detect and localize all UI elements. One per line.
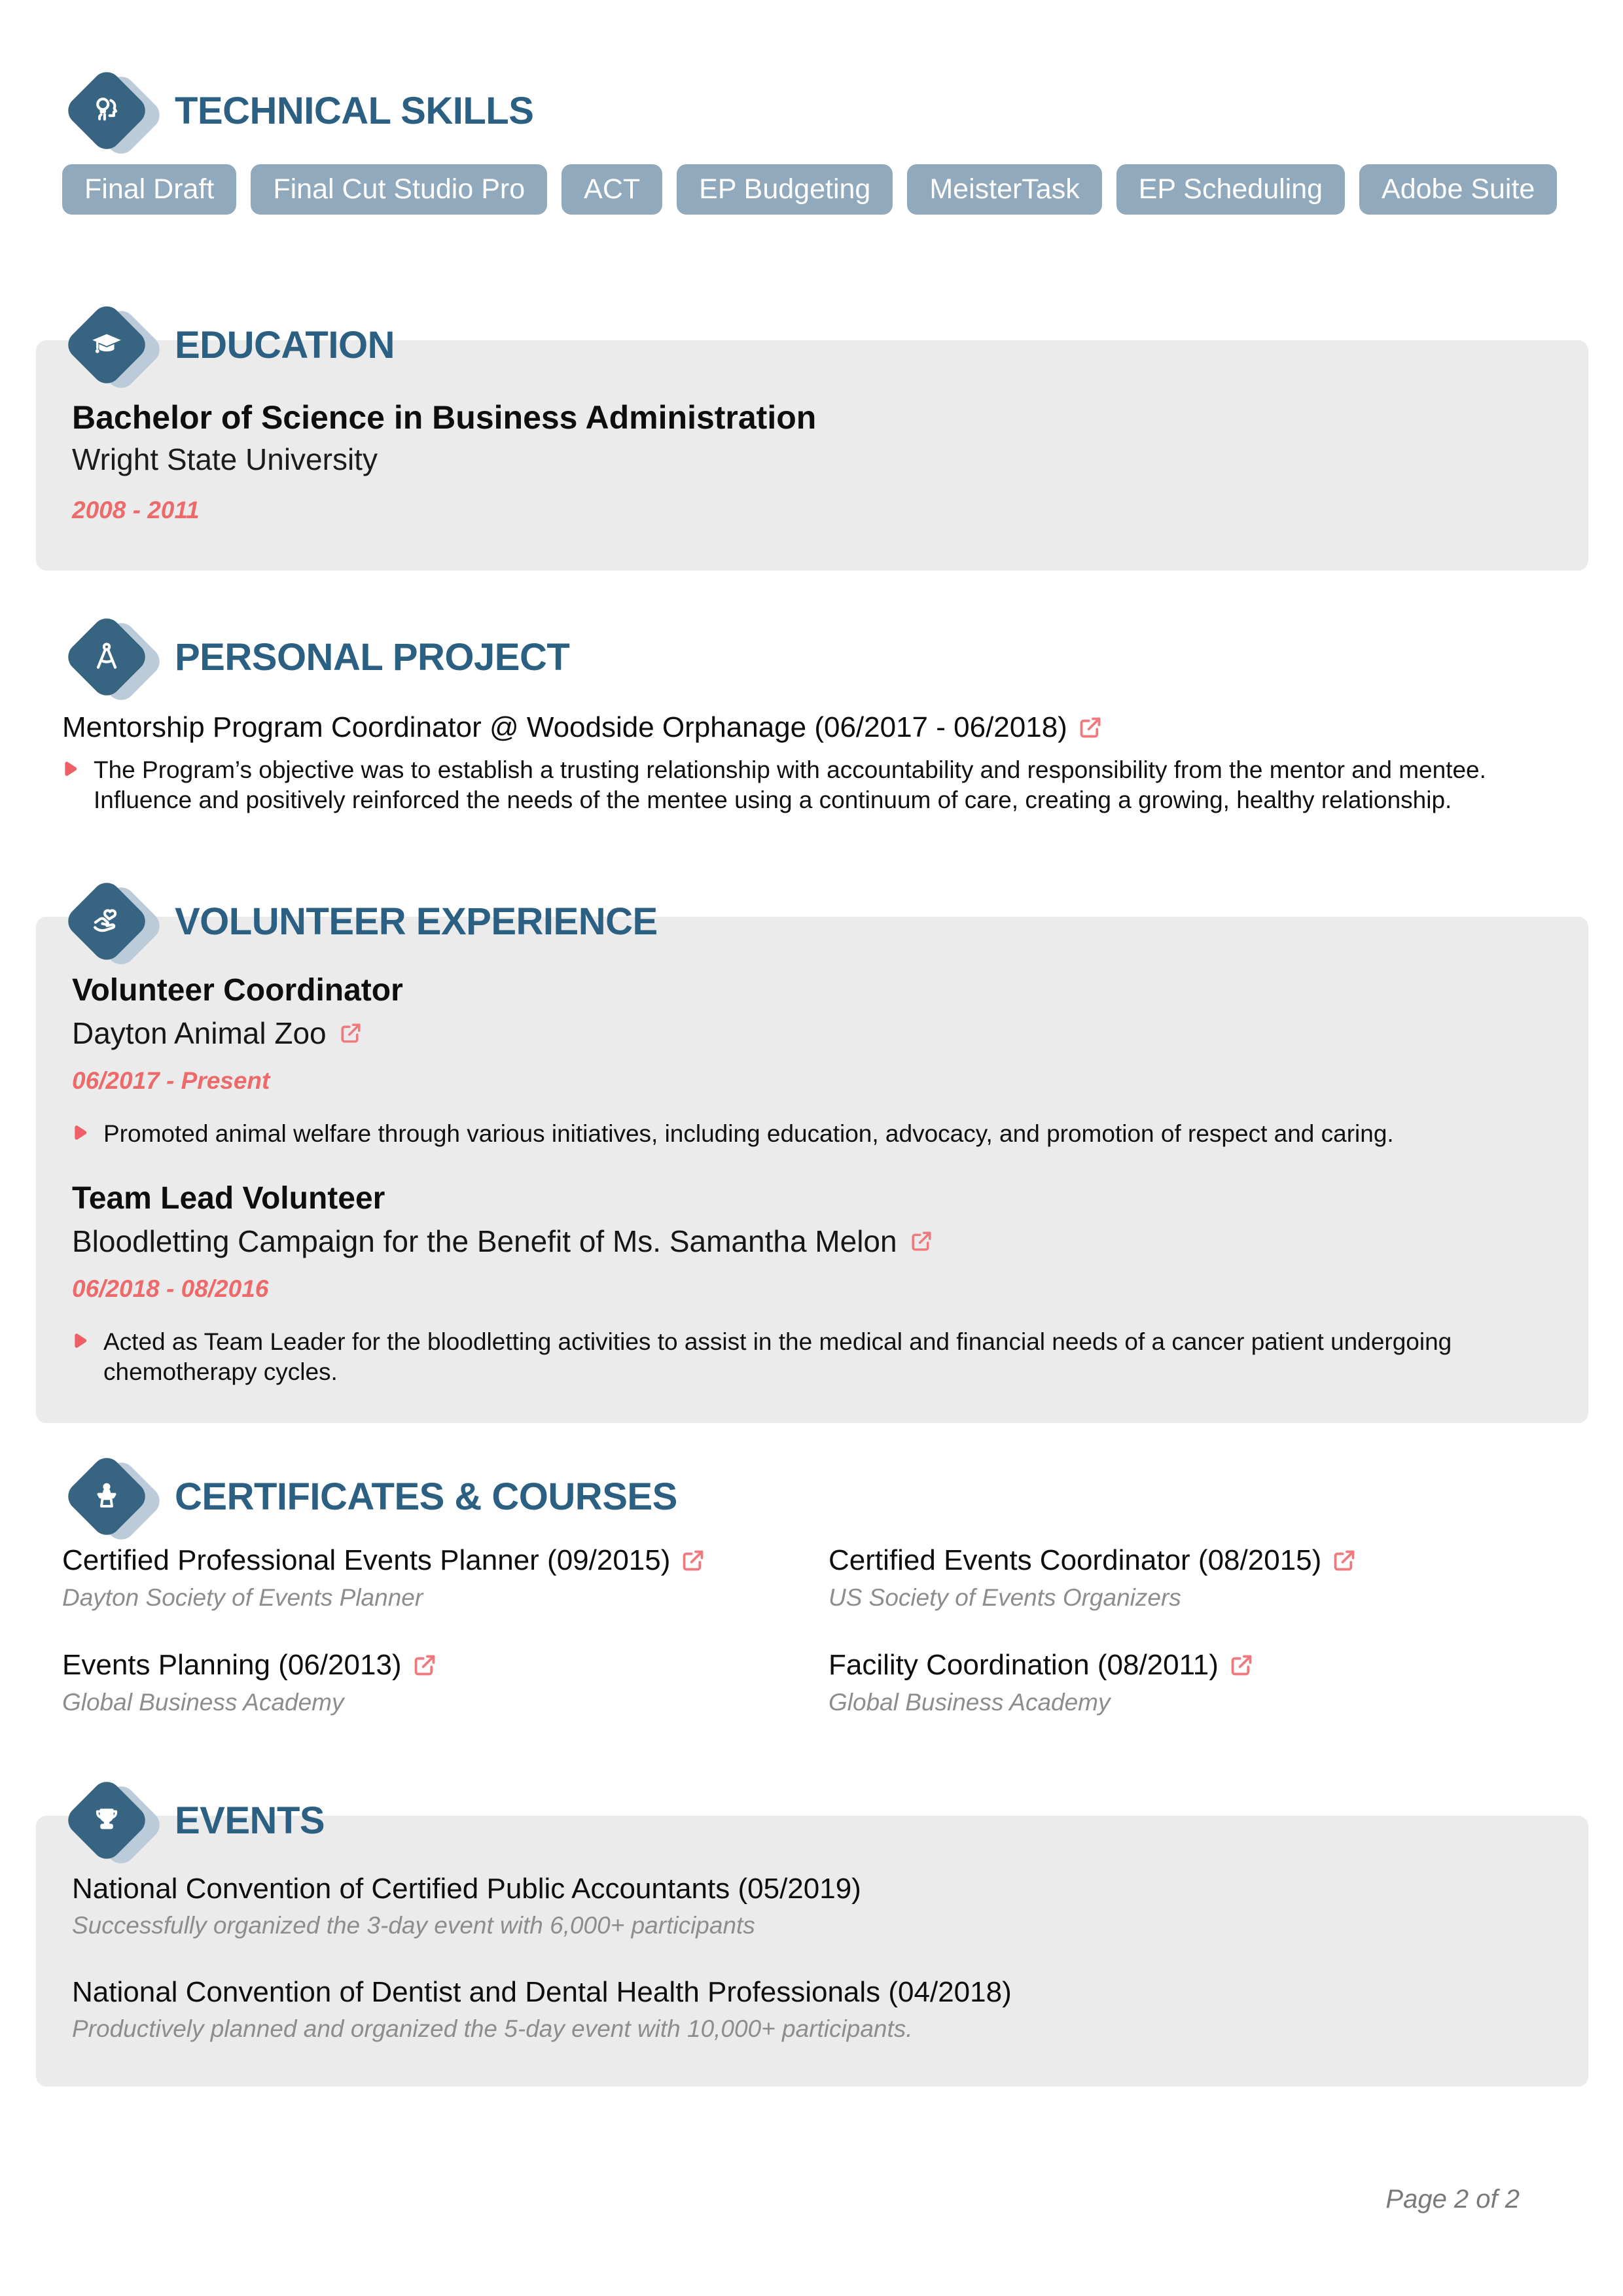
volunteer-bullet-text: Acted as Team Leader for the bloodletting activities to assist in the medical and financial needs of a cancer patient undergoing chemotherapy cycles. [103, 1328, 1452, 1386]
external-link-icon[interactable] [1078, 715, 1103, 740]
bullet-arrow-icon [72, 1123, 89, 1142]
personal-project-header [62, 613, 1562, 701]
project-bullet-text: The Program’s objective was to establish a trusting relationship with accountability and responsibility from the mentor and mentee. Influence and positively reinforced the needs of the mentee using a continuum of care, creating a growing, healthy relationship. [94, 756, 1486, 814]
volunteer-dates: 06/2018 - 08/2016 [72, 1275, 269, 1303]
volunteer-entry [72, 1180, 1526, 1387]
organization-name: Bloodletting Campaign for the Benefit of Ms. Samantha Melon [72, 1224, 897, 1259]
section-icon-badge [62, 301, 154, 389]
graduation-cap-icon [88, 326, 126, 364]
certificate-name: Certified Events Coordinator (08/2015) [829, 1544, 1322, 1577]
skill-tag: Final Cut Studio Pro [251, 164, 547, 215]
section-icon-badge [62, 877, 154, 966]
skill-tag: EP Scheduling [1116, 164, 1345, 215]
personal-project-entry [62, 709, 1562, 815]
section-title: EVENTS [175, 1799, 325, 1843]
project-heading: Mentorship Program Coordinator @ Woodside Orphanage (06/2017 - 06/2018) [62, 711, 1067, 744]
skill-tag: ACT [562, 164, 662, 215]
certificate-name-line [62, 1647, 796, 1684]
volunteer-header [62, 877, 1562, 966]
volunteer-panel [36, 917, 1588, 1423]
event-description: Productively planned and organized the 5-day event with 10,000+ participants. [72, 2015, 913, 2043]
section-education [62, 301, 1562, 571]
section-title: VOLUNTEER EXPERIENCE [175, 900, 658, 944]
section-personal-project [62, 613, 1562, 815]
trophy-icon [88, 1801, 126, 1839]
organization-line [72, 1222, 1526, 1260]
section-certificates [62, 1453, 1562, 1718]
certificate-item [62, 1647, 796, 1718]
page-footer [62, 2185, 1562, 2214]
certificate-item [62, 1542, 796, 1613]
events-header [62, 1776, 1562, 1865]
external-link-icon[interactable] [412, 1653, 437, 1678]
event-name: National Convention of Certified Public Accountants (05/2019) [72, 1873, 861, 1905]
external-link-icon[interactable] [1229, 1653, 1254, 1678]
project-heading-line [62, 709, 1562, 746]
certificate-issuer: Dayton Society of Events Planner [62, 1584, 423, 1612]
section-title: TECHNICAL SKILLS [175, 90, 534, 132]
section-icon-badge [62, 613, 154, 701]
speaker-podium-icon [88, 1477, 126, 1515]
event-description: Successfully organized the 3-day event with 6,000+ participants [72, 1912, 755, 1939]
event-name: National Convention of Dentist and Dental Health Professionals (04/2018) [72, 1976, 1012, 2009]
certificate-issuer: Global Business Academy [829, 1689, 1111, 1716]
section-icon-badge [62, 1776, 154, 1865]
organization-name: Dayton Animal Zoo [72, 1016, 327, 1051]
section-events [62, 1776, 1562, 2087]
certificate-issuer: US Society of Events Organizers [829, 1584, 1181, 1612]
certificate-item [829, 1542, 1562, 1613]
section-icon-badge [62, 67, 154, 155]
skill-tag: Adobe Suite [1359, 164, 1557, 215]
skill-tag: Final Draft [62, 164, 236, 215]
certificate-name-line [829, 1647, 1562, 1684]
section-icon-badge [62, 1453, 154, 1541]
certificate-item [829, 1647, 1562, 1718]
drafting-compass-icon [88, 638, 126, 676]
role-title: Volunteer Coordinator [72, 973, 403, 1008]
section-technical-skills [62, 67, 1562, 215]
external-link-icon[interactable] [1332, 1548, 1357, 1573]
technical-skills-header [62, 67, 1562, 155]
degree-title: Bachelor of Science in Business Administration [72, 399, 817, 436]
bullet-arrow-icon [62, 759, 79, 779]
section-title: PERSONAL PROJECT [175, 636, 570, 679]
skill-tag-list [62, 164, 1562, 215]
certificate-name-line [829, 1542, 1562, 1579]
lightbulb-head-icon [88, 92, 126, 130]
education-dates: 2008 - 2011 [72, 497, 200, 524]
page-number: Page 2 of 2 [1385, 2185, 1520, 2214]
volunteer-dates: 06/2017 - Present [72, 1067, 270, 1095]
event-item [72, 1871, 1526, 1941]
volunteer-bullet [72, 1119, 1526, 1149]
certificate-issuer: Global Business Academy [62, 1689, 344, 1716]
certificate-name: Certified Professional Events Planner (09/2015) [62, 1544, 671, 1577]
project-bullet [62, 755, 1562, 815]
volunteer-bullet-text: Promoted animal welfare through various initiatives, including education, advocacy, and promotion of respect and caring. [103, 1120, 1394, 1148]
school-name: Wright State University [72, 442, 378, 477]
role-title: Team Lead Volunteer [72, 1181, 385, 1216]
section-title: CERTIFICATES & COURSES [175, 1475, 677, 1519]
hand-heart-icon [88, 902, 126, 940]
external-link-icon[interactable] [909, 1229, 934, 1253]
certificate-name-line [62, 1542, 796, 1579]
external-link-icon[interactable] [338, 1021, 363, 1045]
volunteer-bullet [72, 1327, 1526, 1387]
certificates-grid [62, 1542, 1562, 1718]
volunteer-entry [72, 972, 1526, 1149]
section-title: EDUCATION [175, 324, 395, 367]
section-volunteer-experience [62, 877, 1562, 1423]
education-header [62, 301, 1562, 389]
certificate-name: Events Planning (06/2013) [62, 1649, 402, 1682]
certificates-header [62, 1453, 1562, 1541]
external-link-icon[interactable] [681, 1548, 705, 1573]
event-item [72, 1975, 1526, 2044]
certificate-name: Facility Coordination (08/2011) [829, 1649, 1219, 1682]
bullet-arrow-icon [72, 1331, 89, 1351]
skill-tag: MeisterTask [907, 164, 1101, 215]
skill-tag: EP Budgeting [677, 164, 893, 215]
organization-line [72, 1014, 1526, 1052]
